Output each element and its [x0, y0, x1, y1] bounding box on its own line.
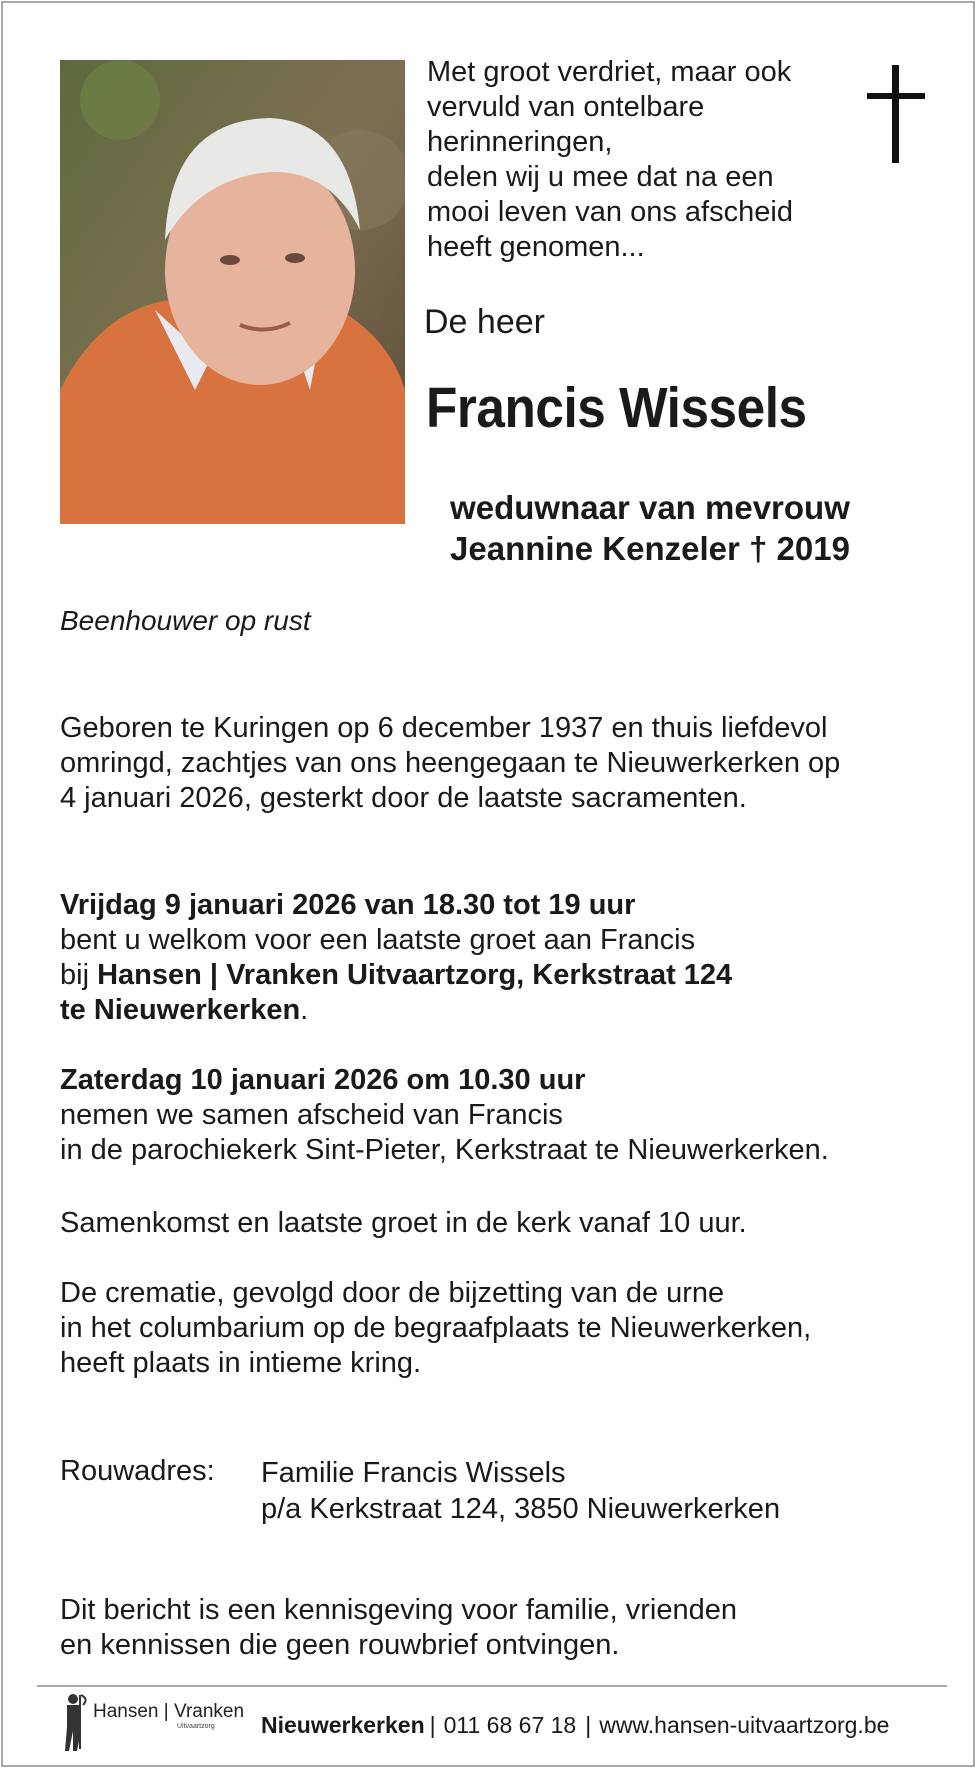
address-block [261, 1455, 780, 1527]
occupation: Beenhouwer op rust [60, 605, 311, 636]
service-line: nemen we samen afscheid van Francis [60, 1099, 563, 1131]
logo-name: Hansen | Vranken [93, 1701, 245, 1722]
address-line: Familie Francis Wissels [261, 1457, 566, 1489]
death-notice-card [1, 1, 975, 1767]
footer-website-link[interactable]: www.hansen-uitvaartzorg.be [599, 1712, 890, 1738]
footer-divider [37, 1685, 947, 1687]
visitation-suffix: . [300, 994, 309, 1026]
intro-line: mooi leven van ons afscheid [427, 196, 793, 228]
figure-icon [59, 1691, 91, 1753]
birth-paragraph [60, 711, 840, 816]
service-line: in de parochiekerk Sint-Pieter, Kerkstraat te Nieuwerkerken. [60, 1134, 829, 1166]
visitation-venue: Hansen | Vranken Uitvaartzorg, Kerkstraat 124 [97, 959, 733, 991]
gathering-text: Samenkomst en laatste groet in de kerk vanaf 10 uur. [60, 1207, 747, 1239]
visitation-heading: Vrijdag 9 januari 2026 van 18.30 tot 19 uur [60, 889, 636, 921]
logo-subtitle: Uitvaartzorg [177, 1723, 215, 1730]
footer-contact [261, 1712, 889, 1739]
intro-line: heeft genomen... [427, 231, 645, 263]
cross-icon [867, 65, 927, 163]
visitation-paragraph [60, 888, 732, 1028]
notice-line: Dit bericht is een kennisgeving voor familie, vrienden [60, 1594, 738, 1626]
notice-line: en kennissen die geen rouwbrief ontvingen. [60, 1629, 620, 1661]
footer-city: Nieuwerkerken [261, 1712, 425, 1738]
visitation-town: te Nieuwerkerken [60, 994, 301, 1026]
address-line: p/a Kerkstraat 124, 3850 Nieuwerkerken [261, 1493, 781, 1525]
spouse-name: Jeannine Kenzeler † 2019 [450, 530, 850, 567]
birth-line: Geboren te Kuringen op 6 december 1937 en thuis liefdevol [60, 712, 828, 744]
intro-line: vervuld van ontelbare [427, 91, 705, 123]
intro-line: Met groot verdriet, maar ook [427, 56, 792, 88]
service-heading: Zaterdag 10 januari 2026 om 10.30 uur [60, 1064, 586, 1096]
notice-paragraph [60, 1593, 737, 1663]
address-label: Rouwadres: [60, 1455, 215, 1487]
visitation-prefix: bij [60, 959, 98, 991]
footer-separator: | [429, 1712, 436, 1738]
birth-line: omringd, zachtjes van ons heengegaan te Nieuwerkerken op [60, 747, 841, 779]
intro-text [427, 55, 847, 265]
cremation-line: in het columbarium op de begraafplaats te Nieuwerkerken, [60, 1312, 812, 1344]
widower-note [415, 487, 885, 569]
footer-phone[interactable]: 011 68 67 18 [443, 1712, 577, 1738]
portrait-photo [60, 60, 405, 524]
intro-line: herinneringen, [427, 126, 613, 158]
birth-line: 4 januari 2026, gesterkt door de laatste sacramenten. [60, 782, 747, 814]
cremation-line: De crematie, gevolgd door de bijzetting van de urne [60, 1277, 725, 1309]
service-paragraph [60, 1063, 829, 1168]
honorific: De heer [424, 303, 545, 341]
visitation-line: bent u welkom voor een laatste groet aan Francis [60, 924, 696, 956]
cremation-line: heeft plaats in intieme kring. [60, 1347, 422, 1379]
widower-line: weduwnaar van mevrouw [450, 489, 850, 526]
intro-line: delen wij u mee dat na een [427, 161, 774, 193]
funeral-home-logo [59, 1691, 245, 1753]
cremation-paragraph [60, 1276, 811, 1381]
footer-separator: | [585, 1712, 592, 1738]
deceased-name: Francis Wissels [426, 376, 807, 440]
